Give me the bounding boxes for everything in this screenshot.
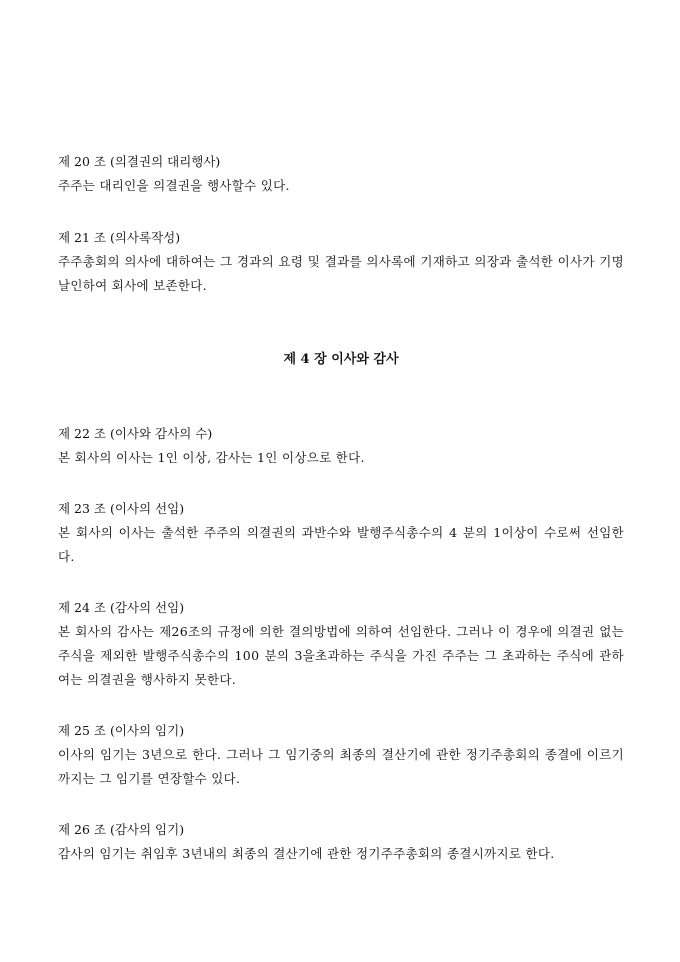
article-text: 본 회사의 이사는 출석한 주주의 의결권의 과반수와 발행주식총수의 4 분의 1이상이 수로써 선임한다.	[58, 525, 624, 564]
article-text: 감사의 임기는 취임후 3년내의 최종의 결산기에 관한 정기주주총회의 종결시까지로 한다.	[58, 846, 555, 861]
article-24	[58, 596, 624, 692]
article-25	[58, 719, 624, 791]
article-heading: 제 26 조 (감사의 임기)	[58, 822, 185, 837]
article-21	[58, 226, 624, 298]
article-26	[58, 818, 624, 866]
article-text: 이사의 임기는 3년으로 한다. 그러나 그 임기중의 최종의 결산기에 관한 정기주총회의 종결에 이르기까지는 그 임기를 연장할수 있다.	[58, 747, 624, 786]
chapter-title: 제 4 장 이사와 감사	[283, 352, 399, 367]
article-heading: 제 23 조 (이사의 선임)	[58, 501, 185, 516]
article-heading: 제 21 조 (의사록작성)	[58, 230, 181, 245]
article-23	[58, 497, 624, 569]
article-heading: 제 24 조 (감사의 선임)	[58, 600, 185, 615]
article-text: 본 회사의 이사는 1인 이상, 감사는 1인 이상으로 한다.	[58, 450, 365, 465]
article-heading: 제 25 조 (이사의 임기)	[58, 723, 185, 738]
article-20	[58, 150, 624, 198]
article-text: 본 회사의 감사는 제26조의 규정에 의한 결의방법에 의하여 선임한다. 그러나 이 경우에 의결권 없는 주식을 제외한 발행주식총수의 100 분의 3을초과하는 주식을 가진 주주는 그 초과하는 주식에 관하여는 의결권을 행사하지 못한다.	[58, 624, 624, 687]
article-text: 주주는 대리인을 의결권을 행사할수 있다.	[58, 178, 290, 193]
article-heading: 제 20 조 (의결권의 대리행사)	[58, 154, 221, 169]
article-heading: 제 22 조 (이사와 감사의 수)	[58, 426, 213, 441]
article-22	[58, 422, 624, 470]
article-text: 주주총회의 의사에 대하여는 그 경과의 요령 및 결과를 의사록에 기재하고 의장과 출석한 이사가 기명날인하여 회사에 보존한다.	[58, 254, 624, 293]
